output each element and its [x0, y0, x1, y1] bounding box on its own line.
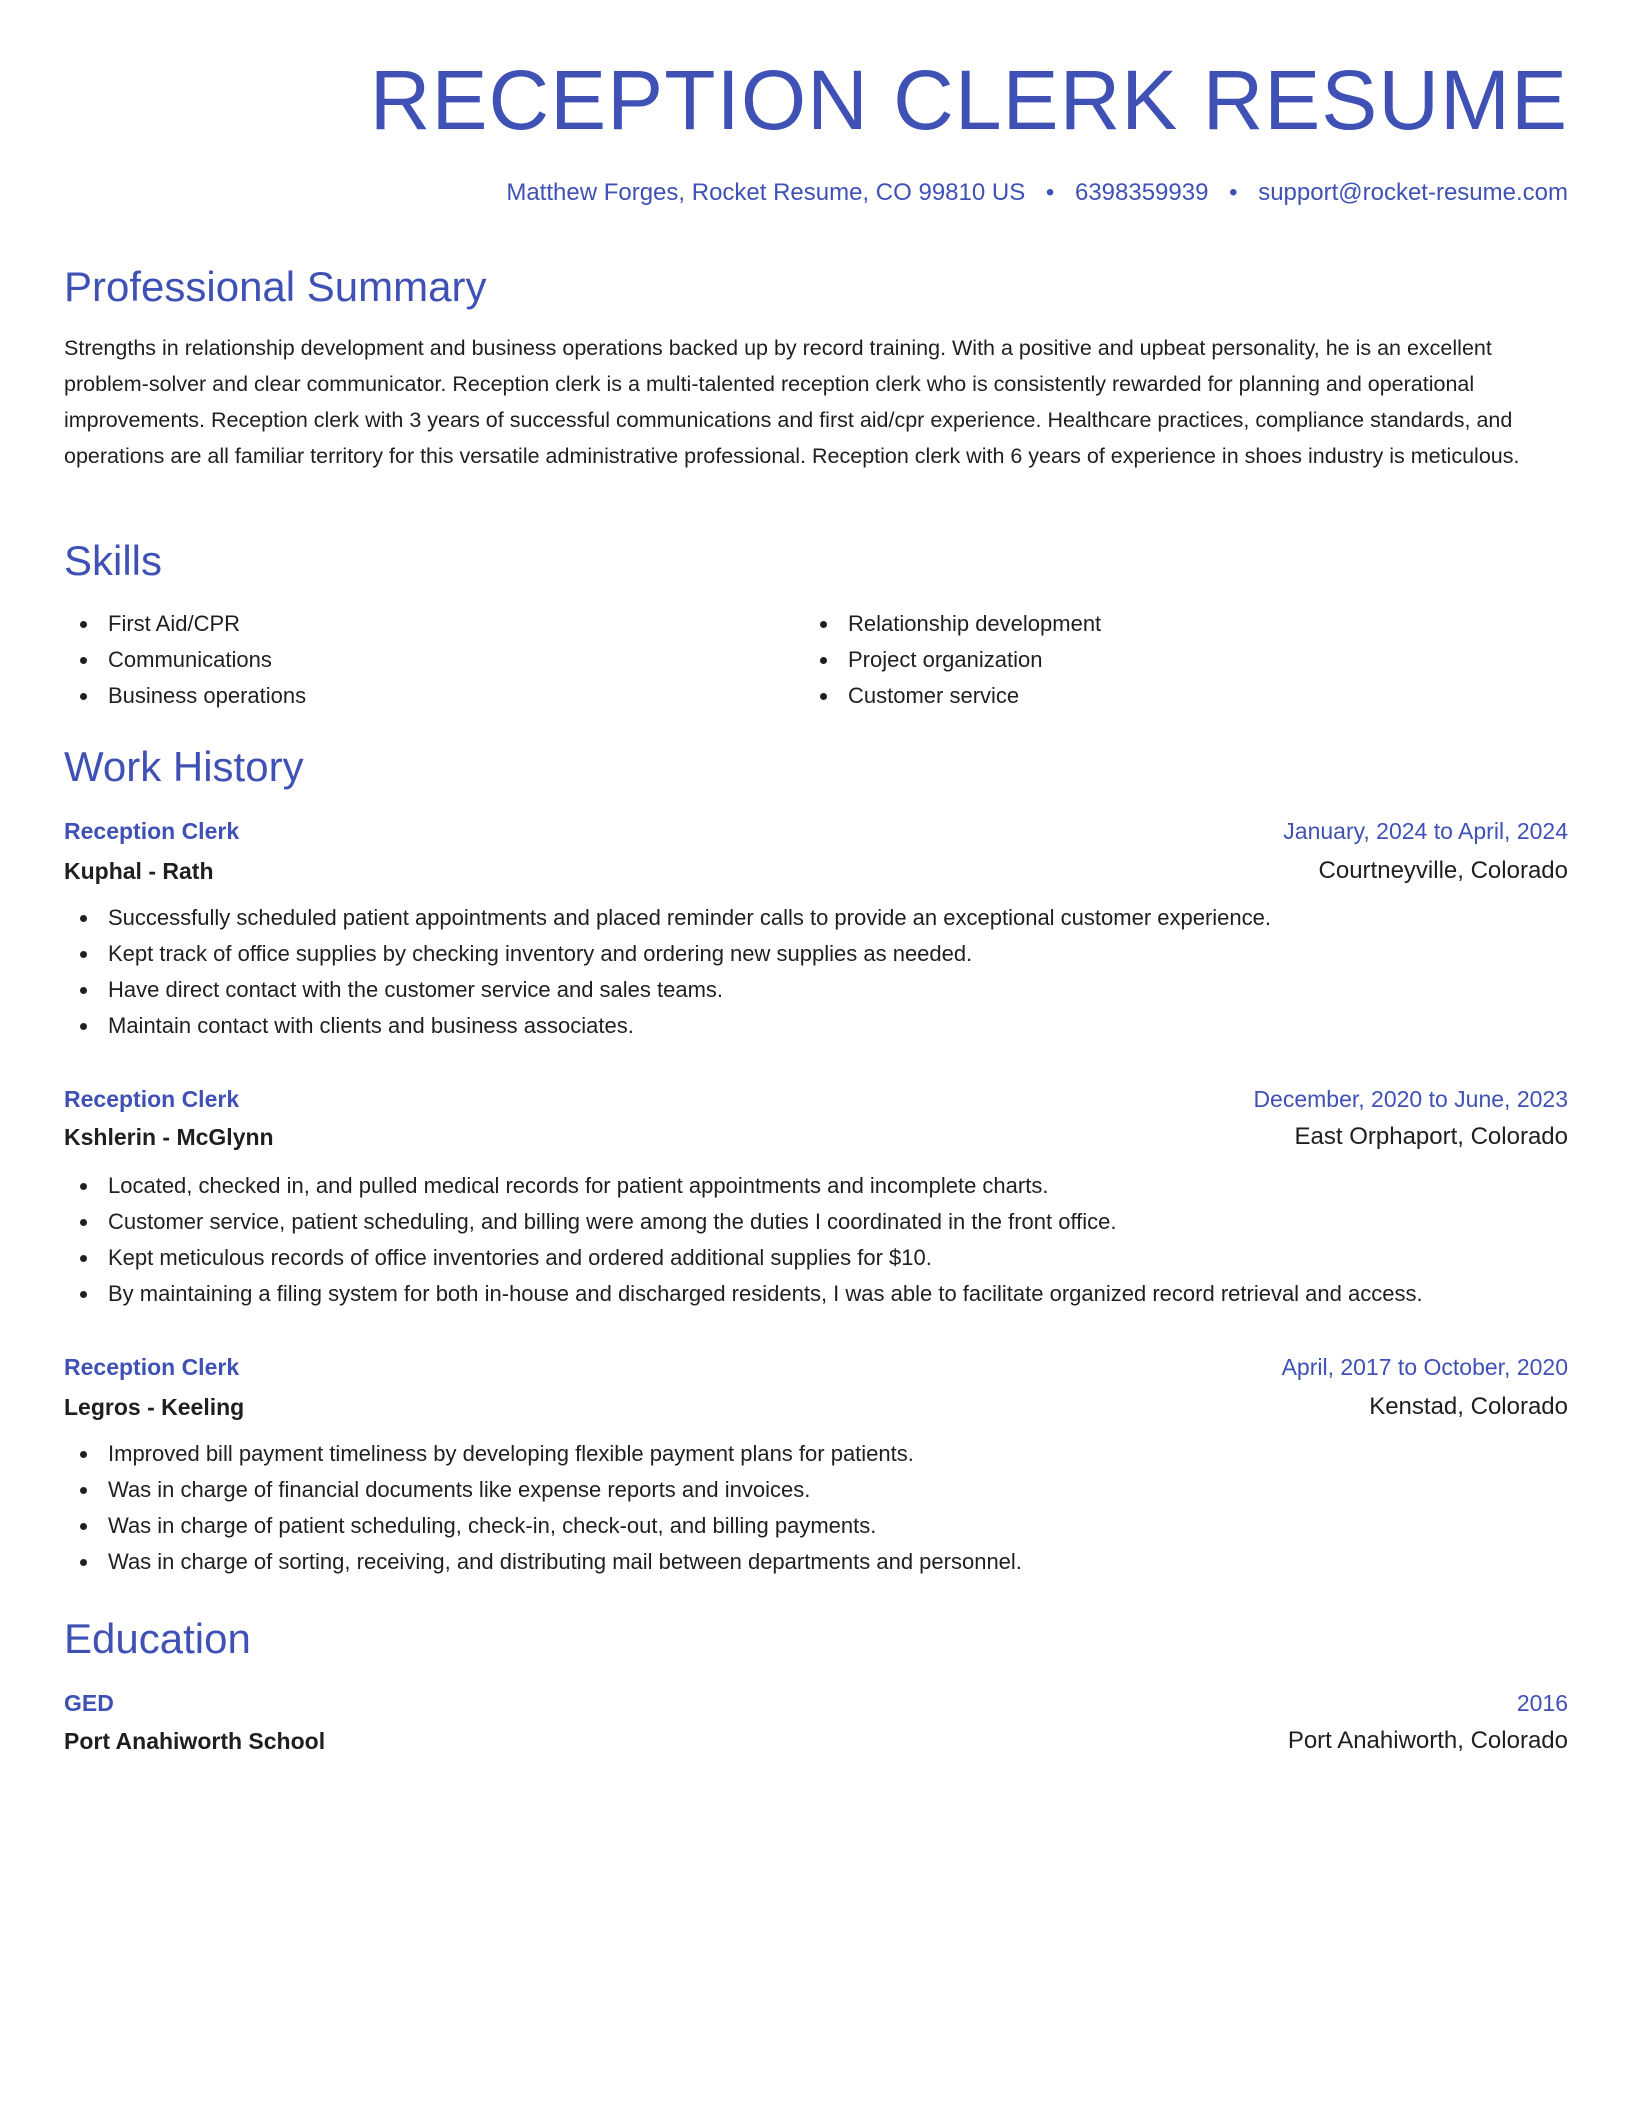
skills-list	[64, 606, 1568, 714]
section-title-work: Work History	[64, 743, 304, 790]
job-bullet: Was in charge of sorting, receiving, and distributing mail between departments and personnel.	[64, 1544, 1568, 1580]
job-bullet: Successfully scheduled patient appointments and placed reminder calls to provide an exceptional customer experience.	[64, 900, 1568, 936]
job-dates: April, 2017 to October, 2020	[1281, 1354, 1568, 1380]
skills-column-right	[804, 606, 1544, 714]
skill-item: Project organization	[804, 642, 1544, 678]
contact-separator: •	[1229, 179, 1238, 206]
job-dates: January, 2024 to April, 2024	[1283, 818, 1568, 844]
job-bullet: Kept track of office supplies by checking inventory and ordering new supplies as needed.	[64, 936, 1568, 972]
job-title: Reception Clerk	[64, 818, 240, 844]
job-bullets	[64, 1168, 1568, 1312]
skill-item: Customer service	[804, 678, 1544, 714]
job-header	[64, 1352, 1568, 1382]
job-bullet: Kept meticulous records of office inventories and ordered additional supplies for $10.	[64, 1240, 1568, 1276]
job-bullet: Customer service, patient scheduling, and billing were among the duties I coordinated in the front office.	[64, 1204, 1568, 1240]
contact-line	[64, 178, 1568, 208]
job-header	[64, 1084, 1568, 1114]
job-bullet: Improved bill payment timeliness by developing flexible payment plans for patients.	[64, 1436, 1568, 1472]
job-dates: December, 2020 to June, 2023	[1253, 1086, 1568, 1112]
skill-item: First Aid/CPR	[64, 606, 804, 642]
summary-text: Strengths in relationship development and business operations backed up by record training. With a positive and upbeat personality, he is an excellent problem-solver and clear communicator. Reception clerk is a multi-talented reception clerk who is consistently rewarded for planning and operational improvements. Reception clerk with 3 years of successful communications and first aid/cpr experience. Healthcare practices, compliance standards, and operations are all familiar territory for this versatile administrative professional. Reception clerk with 6 years of experience in shoes industry is meticulous.	[64, 336, 1520, 468]
job-bullet: Have direct contact with the customer service and sales teams.	[64, 972, 1568, 1008]
contact-phone[interactable]: 6398359939	[1074, 179, 1209, 206]
job-location: Kenstad, Colorado	[1369, 1393, 1568, 1420]
job-company: Kuphal - Rath	[64, 858, 214, 884]
job-location: Courtneyville, Colorado	[1318, 857, 1568, 884]
job-entry	[64, 816, 1568, 1044]
education-school: Port Anahiworth School	[64, 1728, 326, 1754]
job-subheader	[64, 856, 1568, 886]
job-entry	[64, 1352, 1568, 1580]
skill-item: Relationship development	[804, 606, 1544, 642]
job-company: Legros - Keeling	[64, 1394, 245, 1420]
job-bullets	[64, 900, 1568, 1044]
skill-item: Communications	[64, 642, 804, 678]
section-title-skills: Skills	[64, 537, 163, 584]
job-entry	[64, 1084, 1568, 1312]
job-bullet: Was in charge of financial documents like expense reports and invoices.	[64, 1472, 1568, 1508]
job-bullet: Was in charge of patient scheduling, check-in, check-out, and billing payments.	[64, 1508, 1568, 1544]
job-subheader	[64, 1392, 1568, 1422]
job-bullet: Maintain contact with clients and business associates.	[64, 1008, 1568, 1044]
job-header	[64, 816, 1568, 846]
skill-item: Business operations	[64, 678, 804, 714]
education-location: Port Anahiworth, Colorado	[1287, 1727, 1568, 1754]
education-degree: GED	[64, 1690, 114, 1716]
skills-column-left	[64, 606, 804, 714]
job-subheader	[64, 1122, 1568, 1152]
education-entry	[64, 1688, 1568, 1756]
job-bullet: Located, checked in, and pulled medical records for patient appointments and incomplete charts.	[64, 1168, 1568, 1204]
education-header	[64, 1688, 1568, 1718]
education-subheader	[64, 1726, 1568, 1756]
job-title: Reception Clerk	[64, 1354, 240, 1380]
resume-title: RECEPTION CLERK RESUME	[369, 53, 1568, 147]
job-company: Kshlerin - McGlynn	[64, 1124, 274, 1150]
section-title-summary: Professional Summary	[64, 263, 487, 310]
contact-separator: •	[1045, 179, 1055, 206]
job-location: East Orphaport, Colorado	[1294, 1123, 1568, 1150]
education-year: 2016	[1516, 1690, 1568, 1716]
job-bullet: By maintaining a filing system for both in-house and discharged residents, I was able to facilitate organized record retrieval and access.	[64, 1276, 1568, 1312]
job-title: Reception Clerk	[64, 1086, 240, 1112]
contact-email[interactable]: support@rocket-resume.com	[1258, 179, 1568, 206]
contact-address: Matthew Forges, Rocket Resume, CO 99810 US	[506, 179, 1026, 206]
section-title-education: Education	[64, 1615, 251, 1662]
job-bullets	[64, 1436, 1568, 1580]
